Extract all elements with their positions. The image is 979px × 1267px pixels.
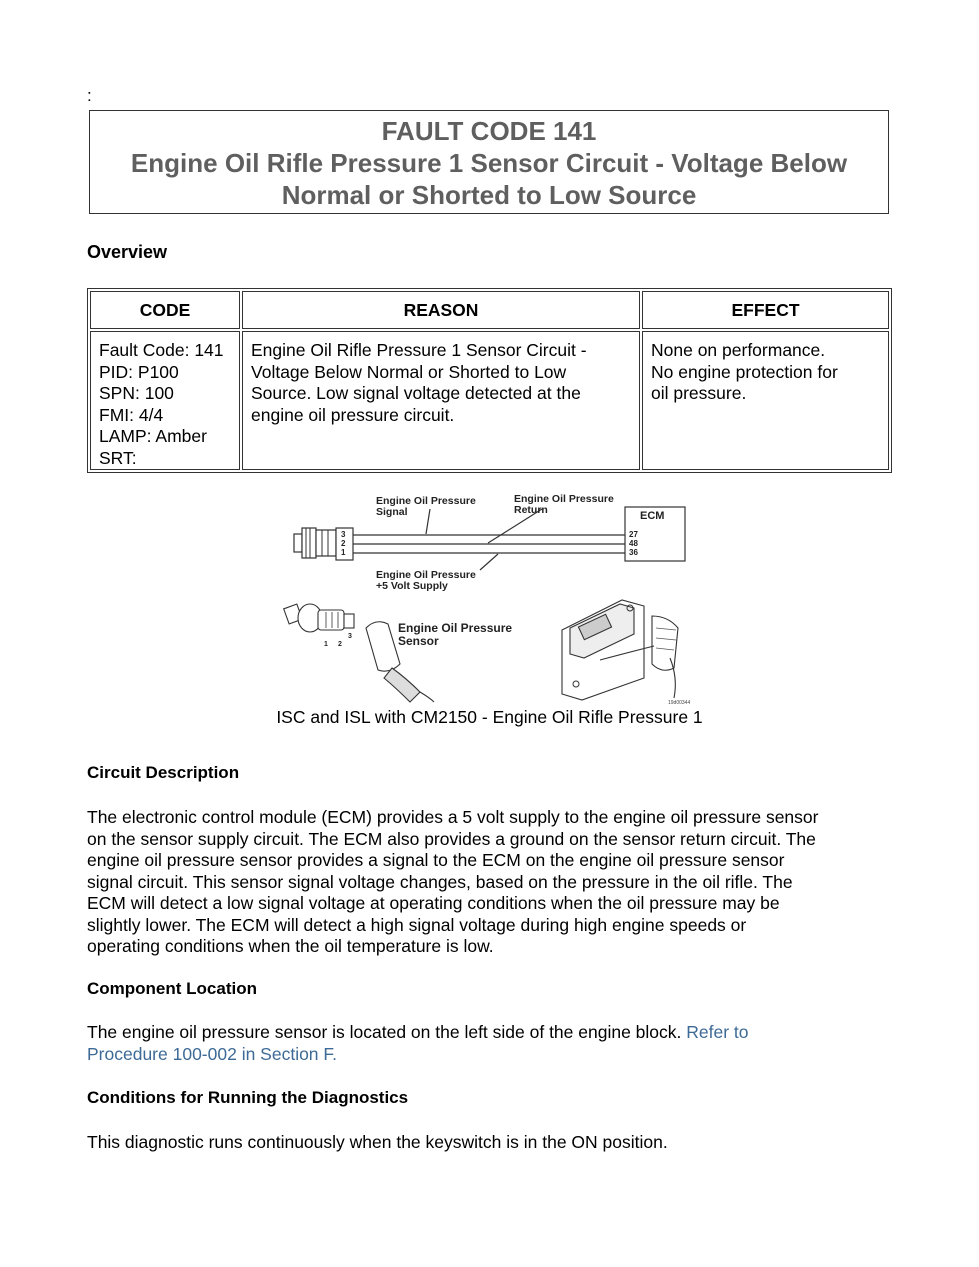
return-wire-label: Engine Oil Pressure Return bbox=[514, 493, 614, 516]
code-line: LAMP: Amber bbox=[99, 426, 207, 446]
conditions-text: This diagnostic runs continuously when the keyswitch is in the ON position. bbox=[87, 1132, 668, 1152]
code-line: SPN: 100 bbox=[99, 383, 174, 403]
column-header-reason: REASON bbox=[242, 291, 640, 329]
figure-id-label: 19d00344 bbox=[668, 700, 691, 706]
paragraph-line: on the sensor supply circuit. The ECM also provides a ground on the sensor return circuit. The bbox=[87, 828, 816, 849]
supply-wire-label: Engine Oil Pressure +5 Volt Supply bbox=[376, 569, 476, 592]
fault-description-line-1: Engine Oil Rifle Pressure 1 Sensor Circuit - Voltage Below bbox=[130, 148, 848, 178]
code-line: PID: P100 bbox=[99, 361, 179, 382]
table-row bbox=[90, 331, 889, 470]
connector-pin-label: 3 bbox=[341, 530, 346, 539]
paragraph-line: slightly lower. The ECM will detect a high signal voltage during high engine speeds or bbox=[87, 914, 747, 935]
reason-line: Voltage Below Normal or Shorted to Low bbox=[251, 361, 567, 382]
conditions-heading: Conditions for Running the Diagnostics bbox=[87, 1088, 409, 1107]
paragraph-line: operating conditions when the oil temperature is low. bbox=[87, 936, 494, 956]
column-header-effect: EFFECT bbox=[642, 291, 889, 329]
reason-cell bbox=[242, 331, 640, 470]
overview-table bbox=[87, 288, 892, 473]
component-location-sentence: The engine oil pressure sensor is located on the left side of the engine block. bbox=[87, 1022, 687, 1042]
connector-pin-label: 2 bbox=[341, 539, 346, 548]
signal-wire-label: Engine Oil Pressure Signal bbox=[376, 495, 476, 518]
overview-heading: Overview bbox=[87, 242, 168, 262]
component-location-heading: Component Location bbox=[87, 979, 257, 998]
sensor-pin-label: 3 bbox=[348, 633, 352, 640]
sensor-pin-label: 2 bbox=[338, 641, 342, 648]
effect-cell bbox=[642, 331, 889, 470]
table-header-row bbox=[90, 291, 889, 329]
ecm-pin-label: 36 bbox=[629, 548, 638, 557]
ecm-label: ECM bbox=[640, 510, 665, 522]
paragraph-line: ECM will detect a low signal voltage at operating conditions when the oil pressure may be bbox=[87, 893, 780, 913]
reason-line: Source. Low signal voltage detected at the bbox=[251, 383, 581, 403]
component-location-text bbox=[87, 1022, 893, 1065]
ecm-pin-label: 48 bbox=[629, 539, 638, 548]
pressure-sensor-illustration bbox=[284, 604, 434, 702]
reason-line: engine oil pressure circuit. bbox=[251, 404, 455, 425]
paragraph-line: The electronic control module (ECM) provides a 5 volt supply to the engine oil pressure sensor bbox=[87, 807, 819, 827]
column-header-code: CODE bbox=[90, 291, 240, 329]
ecm-module-illustration bbox=[562, 600, 678, 700]
code-cell bbox=[90, 331, 240, 470]
reason-line: Engine Oil Rifle Pressure 1 Sensor Circuit - bbox=[251, 340, 587, 360]
effect-line: oil pressure. bbox=[651, 383, 747, 403]
procedure-link[interactable]: Refer to bbox=[686, 1022, 749, 1042]
circuit-description-text bbox=[87, 807, 893, 958]
wiring-diagram bbox=[280, 488, 700, 708]
title-box bbox=[89, 110, 889, 214]
paragraph-line: signal circuit. This sensor signal voltage changes, based on the pressure in the oil rifle. The bbox=[87, 871, 793, 892]
procedure-link-continued[interactable]: Procedure 100-002 in Section F. bbox=[87, 1043, 338, 1064]
effect-line: No engine protection for bbox=[651, 361, 838, 382]
paragraph-line: engine oil pressure sensor provides a signal to the ECM on the engine oil pressure sensor bbox=[87, 850, 785, 870]
fault-description-line-2: Normal or Shorted to Low Source bbox=[281, 180, 697, 210]
ecm-pin-label: 27 bbox=[629, 530, 638, 539]
circuit-description-heading: Circuit Description bbox=[87, 763, 240, 782]
code-line: Fault Code: 141 bbox=[99, 340, 224, 360]
code-line: SRT: bbox=[99, 447, 137, 468]
connector-pin-label: 1 bbox=[341, 548, 346, 557]
sensor-pin-label: 1 bbox=[324, 641, 328, 648]
code-line: FMI: 4/4 bbox=[99, 404, 164, 425]
effect-line: None on performance. bbox=[651, 340, 826, 360]
figure-caption: ISC and ISL with CM2150 - Engine Oil Rifle Pressure 1 bbox=[276, 707, 703, 727]
fault-code-title: FAULT CODE 141 bbox=[381, 116, 597, 146]
sensor-label: Engine Oil Pressure Sensor bbox=[398, 621, 513, 648]
page-marker: : bbox=[87, 86, 92, 105]
